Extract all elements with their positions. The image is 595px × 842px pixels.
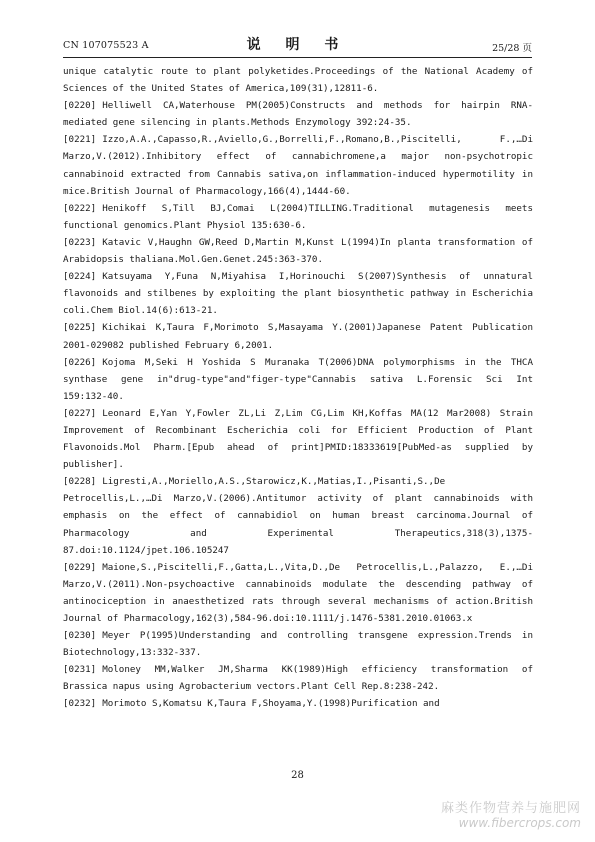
reference-list — [63, 63, 533, 713]
watermark-url: www.fibercrops.com — [458, 816, 581, 830]
reference-number: [0227] — [63, 407, 97, 419]
reference-text: Meyer P(1995)Understanding and controlling transgene expression.Trends in Biotechnology,13:332-337. — [63, 630, 533, 659]
reference-item — [63, 405, 533, 473]
document-title: 说 明 书 — [246, 37, 349, 53]
reference-number: [0226] — [63, 356, 97, 368]
watermark — [441, 797, 581, 830]
reference-text: Kojoma M,Seki H Yoshida S Muranaka T(2006)DNA polymorphisms in the THCA synthase gene in"drug-type"and"figer-type"Cannabis sativa L.Forensic Sci Int 159:132-40. — [63, 356, 533, 402]
reference-item — [63, 354, 533, 405]
page-header — [63, 32, 532, 58]
reference-number: [0220] — [63, 100, 97, 112]
reference-item — [63, 627, 533, 661]
reference-item — [63, 661, 533, 695]
reference-number: [0229] — [63, 561, 97, 573]
reference-continuation: unique catalytic route to plant polyketides.Proceedings of the National Academy of Sciences of the United States of America,109(31),12811-6. — [63, 66, 533, 95]
reference-number: [0228] — [63, 476, 97, 488]
reference-text: Maione,S.,Piscitelli,F.,Gatta,L.,Vita,D.,De Petrocellis,L.,Palazzo, E.,…Di Marzo,V.(2011).Non-psychoactive cannabinoids modulate the descending pathway of antinociception in anaesthetized rats through several mechanisms of action.British Journal of Pharmacology,162(3),584-96.doi:10.1111/j.1476-5381.2010.01063.x — [63, 561, 533, 624]
reference-item — [63, 319, 533, 353]
watermark-title: 麻类作物营养与施肥网 — [440, 801, 581, 816]
reference-text: Morimoto S,Komatsu K,Taura F,Shoyama,Y.(1998)Purification and — [102, 698, 440, 710]
reference-number: [0232] — [63, 698, 97, 710]
reference-text: Moloney MM,Walker JM,Sharma KK(1989)High efficiency transformation of Brassica napus using Agrobacterium vectors.Plant Cell Rep.8:238-242. — [63, 664, 533, 693]
reference-number: [0231] — [63, 664, 97, 676]
reference-text: Izzo,A.A.,Capasso,R.,Aviello,G.,Borrelli,F.,Romano,B.,Piscitelli, F.,…Di Marzo,V.(2012).Inhibitory effect of cannabichromene,a major non-psychotropic cannabinoid extracted from Cannabis sativa,on inflammation-induced hypermotility in mice.British Journal of Pharmacology,166(4),1444-60. — [63, 134, 533, 197]
header-rule — [63, 57, 532, 58]
reference-item — [63, 695, 533, 712]
reference-number: [0225] — [63, 322, 97, 334]
reference-number: [0222] — [63, 202, 97, 214]
reference-number: [0224] — [63, 271, 97, 283]
reference-item — [63, 268, 533, 319]
reference-text: Katavic V,Haughn GW,Reed D,Martin M,Kunst L(1994)In planta transformation of Arabidopsis thaliana.Mol.Gen.Genet.245:363-370. — [63, 236, 533, 266]
reference-item — [63, 97, 533, 131]
reference-text: Kichikai K,Taura F,Morimoto S,Masayama Y.(2001)Japanese Patent Publication 2001-029082 published February 6,2001. — [63, 322, 533, 351]
page-count: 25/28 页 — [492, 43, 532, 54]
reference-item — [63, 559, 533, 627]
reference-text: Katsuyama Y,Funa N,Miyahisa I,Horinouchi S(2007)Synthesis of unnatural flavonoids and stilbenes by exploiting the plant biosynthetic pathway in Escherichia coli.Chem Biol.14(6):613-21. — [63, 271, 533, 317]
reference-number: [0221] — [63, 134, 97, 146]
patent-number: CN 107075523 A — [63, 40, 149, 51]
page-number: 28 — [291, 770, 304, 781]
reference-item — [63, 473, 533, 558]
reference-item — [63, 200, 533, 234]
reference-text: Ligresti,A.,Moriello,A.S.,Starowicz,K.,Matias,I.,Pisanti,S.,De Petrocellis,L.,…Di Marzo,V.(2006).Antitumor activity of plant cannabinoids with emphasis on the effect of cannabidiol on human breast carcinoma.Journal of Pharmacology and Experimental Therapeutics,318(3),1375-87.doi:10.1124/jpet.106.105247 — [63, 476, 533, 556]
reference-number: [0223] — [63, 236, 97, 248]
reference-number: [0230] — [63, 630, 97, 642]
reference-item — [63, 234, 533, 268]
reference-text: Henikoff S,Till BJ,Comai L(2004)TILLING.Traditional mutagenesis meets functional genomics.Plant Physiol 135:630-6. — [63, 202, 533, 231]
reference-item — [63, 131, 533, 199]
reference-text: Helliwell CA,Waterhouse PM(2005)Constructs and methods for hairpin RNA-mediated gene silencing in plants.Methods Enzymology 392:24-35. — [63, 100, 533, 129]
reference-text: Leonard E,Yan Y,Fowler ZL,Li Z,Lim CG,Lim KH,Koffas MA(12 Mar2008) Strain Improvement of Recombinant Escherichia coli for Efficient Production of Plant Flavonoids.Mol Pharm.[Epub ahead of print]PMID:18333619[PubMed-as supplied by publisher]. — [63, 407, 533, 471]
